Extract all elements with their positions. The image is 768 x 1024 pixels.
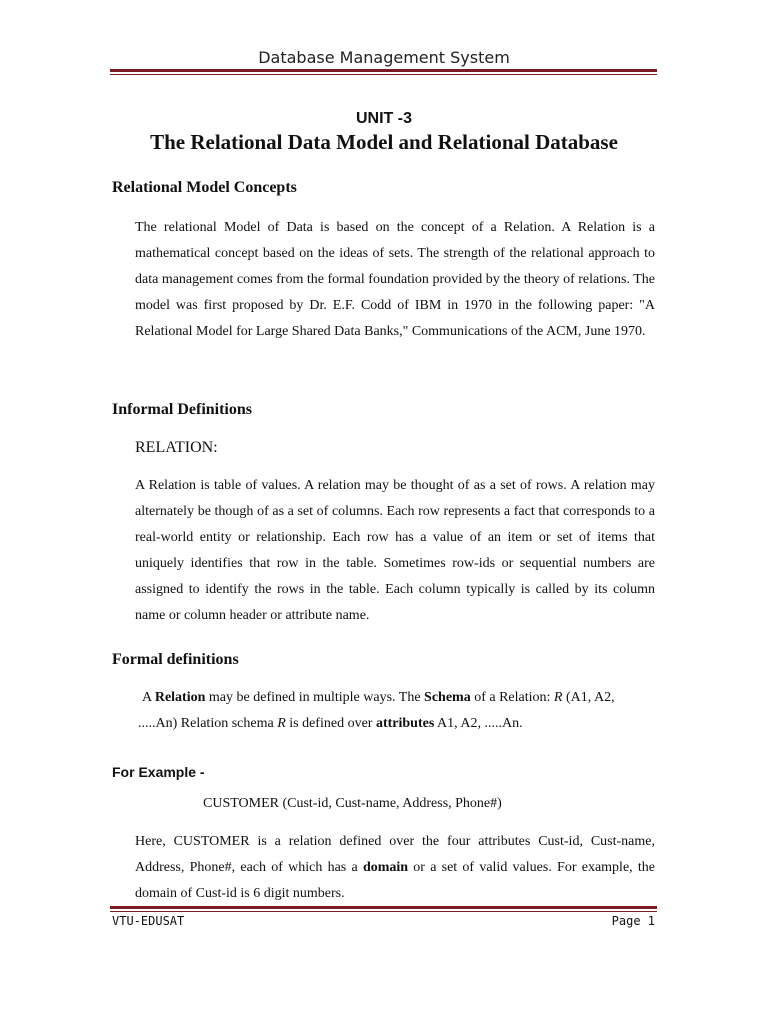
header-rule xyxy=(110,69,657,75)
footer-rule xyxy=(110,906,657,912)
paragraph-example-text: Here, CUSTOMER is a relation defined over the four attributes Cust-id, Cust-name, Address, Phone#, each of which has a domain or a set of valid values. For example, the domain of Cust-id is 6 digit numbers. xyxy=(135,834,656,901)
running-header: Database Management System xyxy=(258,48,510,67)
page-number: Page 1 xyxy=(611,914,655,928)
customer-schema: CUSTOMER (Cust-id, Cust-name, Address, Phone#) xyxy=(203,796,502,811)
paragraph-example xyxy=(135,829,655,907)
paragraph-informal-text: A Relation is table of values. A relation may be thought of as a set of rows. A relation may alternately be though of as a set of columns. Each row represents a fact that corresponds to a real-world entity or relationship. Each row has a value of an item or set of items that uniquely identifies that row in the table. Sometimes row-ids or sequential numbers are assigned to identify the rows in the table. Each column typically is called by its column name or column header or attribute name. xyxy=(135,478,655,623)
paragraph-concepts-text: The relational Model of Data is based on the concept of a Relation. A Relation is a mathematical concept based on the ideas of sets. The strength of the relational approach to data management comes from the formal foundation provided by the theory of relations. The model was first proposed by Dr. E.F. Codd of IBM in 1970 in the following paper: "A Relational Model for Large Shared Data Banks," Communications of the ACM, June 1970. xyxy=(135,220,655,339)
formal-line-2: .....An) Relation schema R is defined over attributes A1, A2, .....An. xyxy=(138,716,523,731)
heading-informal-definitions: Informal Definitions xyxy=(112,401,252,418)
unit-label: UNIT -3 xyxy=(356,110,412,127)
symbol-r: R xyxy=(277,716,286,731)
footer-source: VTU-EDUSAT xyxy=(112,914,185,928)
term-relation: Relation xyxy=(154,690,206,705)
heading-relational-model-concepts: Relational Model Concepts xyxy=(112,179,297,196)
term-schema: Schema xyxy=(424,690,471,705)
term-attributes: attributes xyxy=(375,716,435,731)
formal-line-1: A Relation may be defined in multiple ways. The Schema of a Relation: R (A1, A2, xyxy=(142,690,615,705)
paragraph-formal xyxy=(138,685,662,737)
symbol-r: R xyxy=(553,690,563,705)
paragraph-informal xyxy=(135,473,655,629)
term-domain: domain xyxy=(362,860,409,875)
relation-label: RELATION: xyxy=(135,439,218,456)
paragraph-concepts xyxy=(135,215,655,345)
page-title: The Relational Data Model and Relational Database xyxy=(150,130,618,154)
heading-formal-definitions: Formal definitions xyxy=(112,651,239,668)
example-label: For Example - xyxy=(112,764,205,780)
